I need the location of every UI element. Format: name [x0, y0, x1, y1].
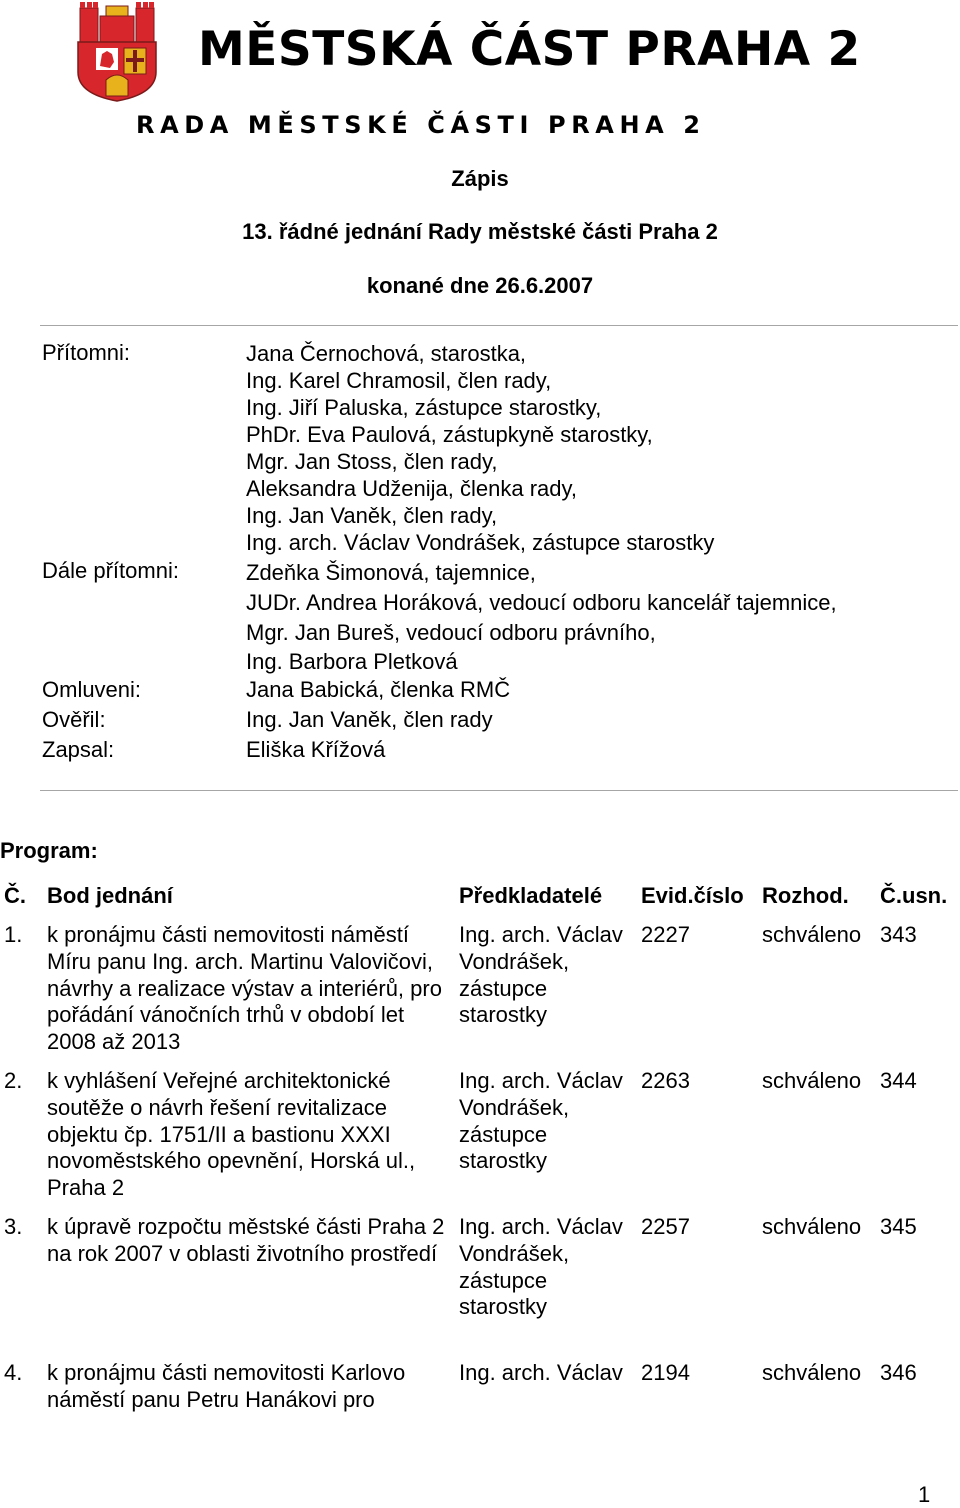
row-resolution: 343: [880, 922, 917, 947]
col-header-item: Bod jednání: [47, 883, 173, 908]
also-present-member: Mgr. Jan Bureš, vedoucí odboru právního,: [246, 619, 656, 645]
meeting-date: konané dne 26.6.2007: [366, 273, 594, 298]
row-evid: 2227: [641, 922, 690, 947]
row-decision: schváleno: [762, 1068, 862, 1093]
row-presenter: Ing. arch. Václav Vondrášek, zástupce starostky: [459, 1214, 623, 1320]
col-header-decision: Rozhod.: [762, 883, 849, 908]
divider-bottom: [40, 790, 958, 791]
present-label: Přítomni:: [42, 340, 131, 365]
row-item: k vyhlášení Veřejné architektonické soutěže o návrh řešení revitalizace objektu čp. 1751/II a bastionu XXXI novoměstského opevnění, Horská ul., Praha 2: [47, 1068, 416, 1201]
excused-value: Jana Babická, členka RMČ: [246, 677, 511, 702]
col-header-evid: Evid.číslo: [641, 883, 744, 908]
city-crest-icon: [76, 2, 158, 102]
row-item: k pronájmu části nemovitosti Karlovo náměstí panu Petru Hanákovi pro: [47, 1360, 406, 1412]
present-member: Ing. Karel Chramosil, člen rady,: [246, 368, 552, 393]
also-present-label: Dále přítomni:: [42, 558, 179, 583]
present-member: Aleksandra Udženija, členka rady,: [246, 476, 577, 501]
present-member: Mgr. Jan Stoss, člen rady,: [246, 449, 498, 474]
recorded-label: Zapsal:: [42, 737, 115, 762]
row-number: 3.: [4, 1214, 23, 1239]
row-presenter: Ing. arch. Václav Vondrášek, zástupce starostky: [459, 922, 623, 1028]
also-present-list: [246, 558, 837, 677]
program-title: Program:: [0, 838, 98, 863]
meeting-title: 13. řádné jednání Rady městské části Praha 2: [242, 219, 718, 244]
row-evid: 2194: [641, 1360, 690, 1385]
row-number: 4.: [4, 1360, 23, 1385]
row-presenter: Ing. arch. Václav: [459, 1360, 623, 1385]
present-member: PhDr. Eva Paulová, zástupkyně starostky,: [246, 422, 653, 447]
also-present-member: Zdeňka Šimonová, tajemnice,: [246, 560, 536, 585]
document-heading: Zápis: [451, 166, 509, 191]
row-number: 2.: [4, 1068, 23, 1093]
present-member: Ing. Jan Vaněk, člen rady,: [246, 503, 498, 528]
col-header-presenter: Předkladatelé: [459, 883, 603, 908]
brand-title: MĚSTSKÁ ČÁST PRAHA 2: [198, 22, 861, 77]
present-member: Jana Černochová, starostka,: [246, 341, 527, 366]
col-header-resolution: Č.usn.: [880, 883, 948, 908]
also-present-member: Ing. Barbora Pletková: [246, 649, 458, 675]
verified-label: Ověřil:: [42, 707, 106, 732]
also-present-member: JUDr. Andrea Horáková, vedoucí odboru kancelář tajemnice,: [246, 589, 837, 615]
brand-subtitle: RADA MĚSTSKÉ ČÁSTI PRAHA 2: [136, 111, 706, 139]
row-resolution: 346: [880, 1360, 917, 1385]
divider-top: [40, 325, 958, 326]
row-number: 1.: [4, 922, 23, 947]
col-header-number: Č.: [4, 883, 26, 908]
row-resolution: 345: [880, 1214, 917, 1239]
row-decision: schváleno: [762, 1360, 862, 1385]
verified-value: Ing. Jan Vaněk, člen rady: [246, 707, 493, 732]
row-presenter: Ing. arch. Václav Vondrášek, zástupce starostky: [459, 1068, 623, 1174]
recorded-value: Eliška Křížová: [246, 737, 386, 762]
row-decision: schváleno: [762, 1214, 862, 1239]
present-list: [246, 340, 714, 556]
row-item: k pronájmu části nemovitosti náměstí Míru panu Ing. arch. Martinu Valovičovi, návrhy a realizace výstav a interiérů, pro pořádání vánočních trhů v období let 2008 až 2013: [47, 922, 442, 1055]
excused-label: Omluveni:: [42, 677, 142, 702]
row-evid: 2257: [641, 1214, 690, 1239]
row-resolution: 344: [880, 1068, 917, 1093]
row-decision: schváleno: [762, 922, 862, 947]
row-evid: 2263: [641, 1068, 690, 1093]
page-number: 1: [918, 1482, 931, 1507]
present-member: Ing. Jiří Paluska, zástupce starostky,: [246, 395, 602, 420]
present-member: Ing. arch. Václav Vondrášek, zástupce starostky: [246, 530, 715, 555]
row-item: k úpravě rozpočtu městské části Praha 2 na rok 2007 v oblasti životního prostředí: [47, 1214, 445, 1266]
